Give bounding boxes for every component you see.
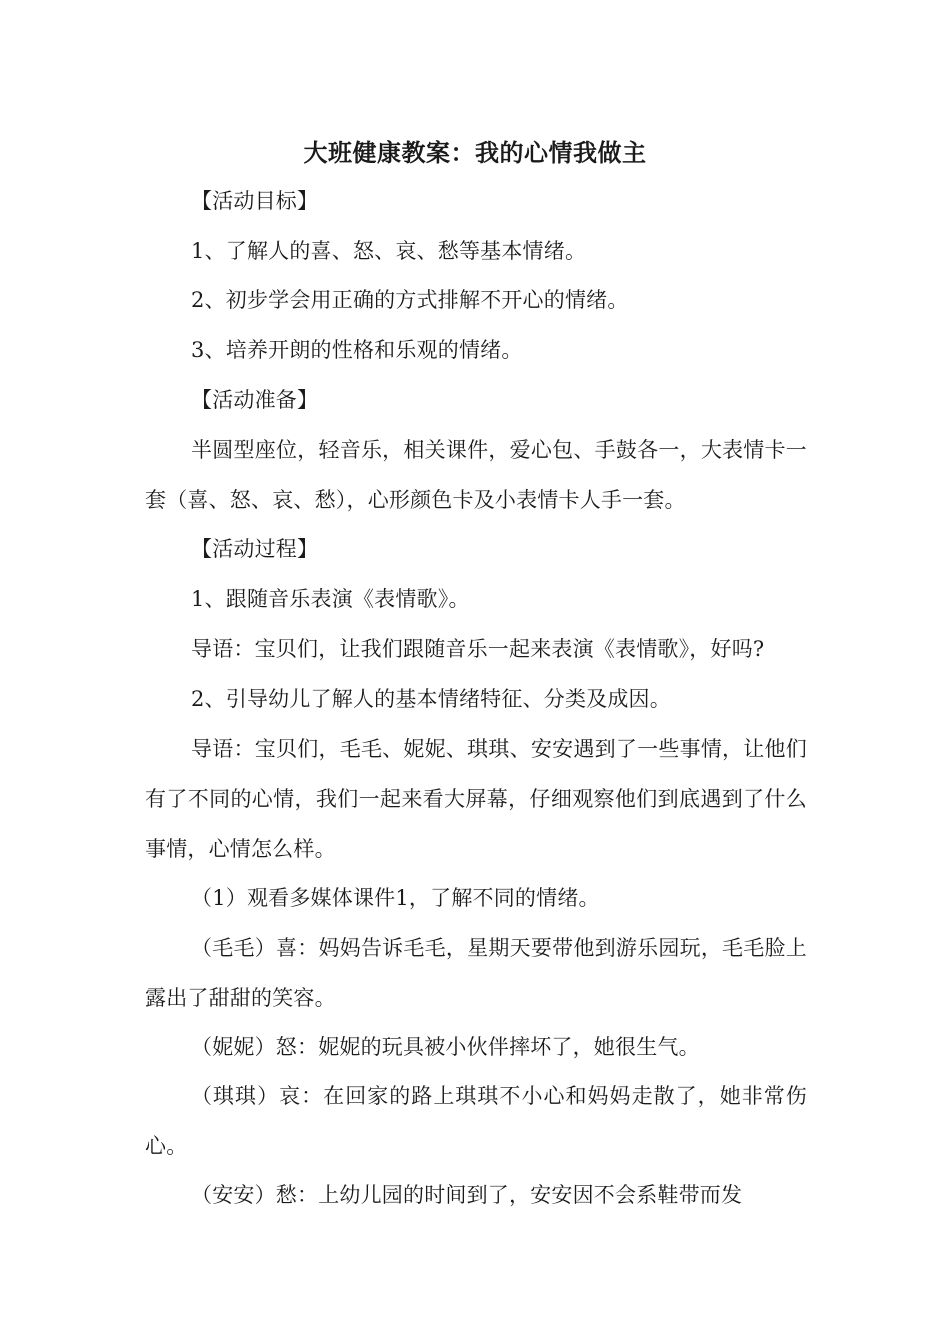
process-step-1-guide: 导语：宝贝们，让我们跟随音乐一起来表演《表情歌》，好吗? <box>191 637 765 661</box>
emotion-worry: （安安）愁：上幼儿园的时间到了，安安因不会系鞋带而发 <box>191 1183 743 1207</box>
section-heading-process: 【活动过程】 <box>191 537 319 561</box>
goal-item-3: 3、培养开朗的性格和乐观的情绪。 <box>191 338 523 362</box>
goal-item-2: 2、初步学会用正确的方式排解不开心的情绪。 <box>191 288 629 312</box>
process-step-2: 2、引导幼儿了解人的基本情绪特征、分类及成因。 <box>191 687 671 711</box>
section-heading-preparation: 【活动准备】 <box>191 388 319 412</box>
emotion-sorrow: （琪琪）哀：在回家的路上琪琪不小心和妈妈走散了，她非常伤心。 <box>145 1084 807 1158</box>
emotion-joy: （毛毛）喜：妈妈告诉毛毛，星期天要带他到游乐园玩，毛毛脸上露出了甜甜的笑容。 <box>145 936 807 1010</box>
emotion-anger: （妮妮）怒：妮妮的玩具被小伙伴摔坏了，她很生气。 <box>191 1035 700 1059</box>
preparation-text: 半圆型座位，轻音乐，相关课件，爱心包、手鼓各一，大表情卡一套（喜、怒、哀、愁），心形颜色卡及小表情卡人手一套。 <box>145 438 807 512</box>
substep-1: （1）观看多媒体课件1，了解不同的情绪。 <box>191 886 600 910</box>
document-title: 大班健康教案：我的心情我做主 <box>303 139 647 167</box>
section-heading-goals: 【活动目标】 <box>191 189 319 213</box>
process-step-1: 1、跟随音乐表演《表情歌》。 <box>191 587 470 611</box>
goal-item-1: 1、了解人的喜、怒、哀、愁等基本情绪。 <box>191 239 587 263</box>
process-step-2-guide: 导语：宝贝们，毛毛、妮妮、琪琪、安安遇到了一些事情，让他们有了不同的心情，我们一起来看大屏幕，仔细观察他们到底遇到了什么事情，心情怎么样。 <box>145 737 807 861</box>
